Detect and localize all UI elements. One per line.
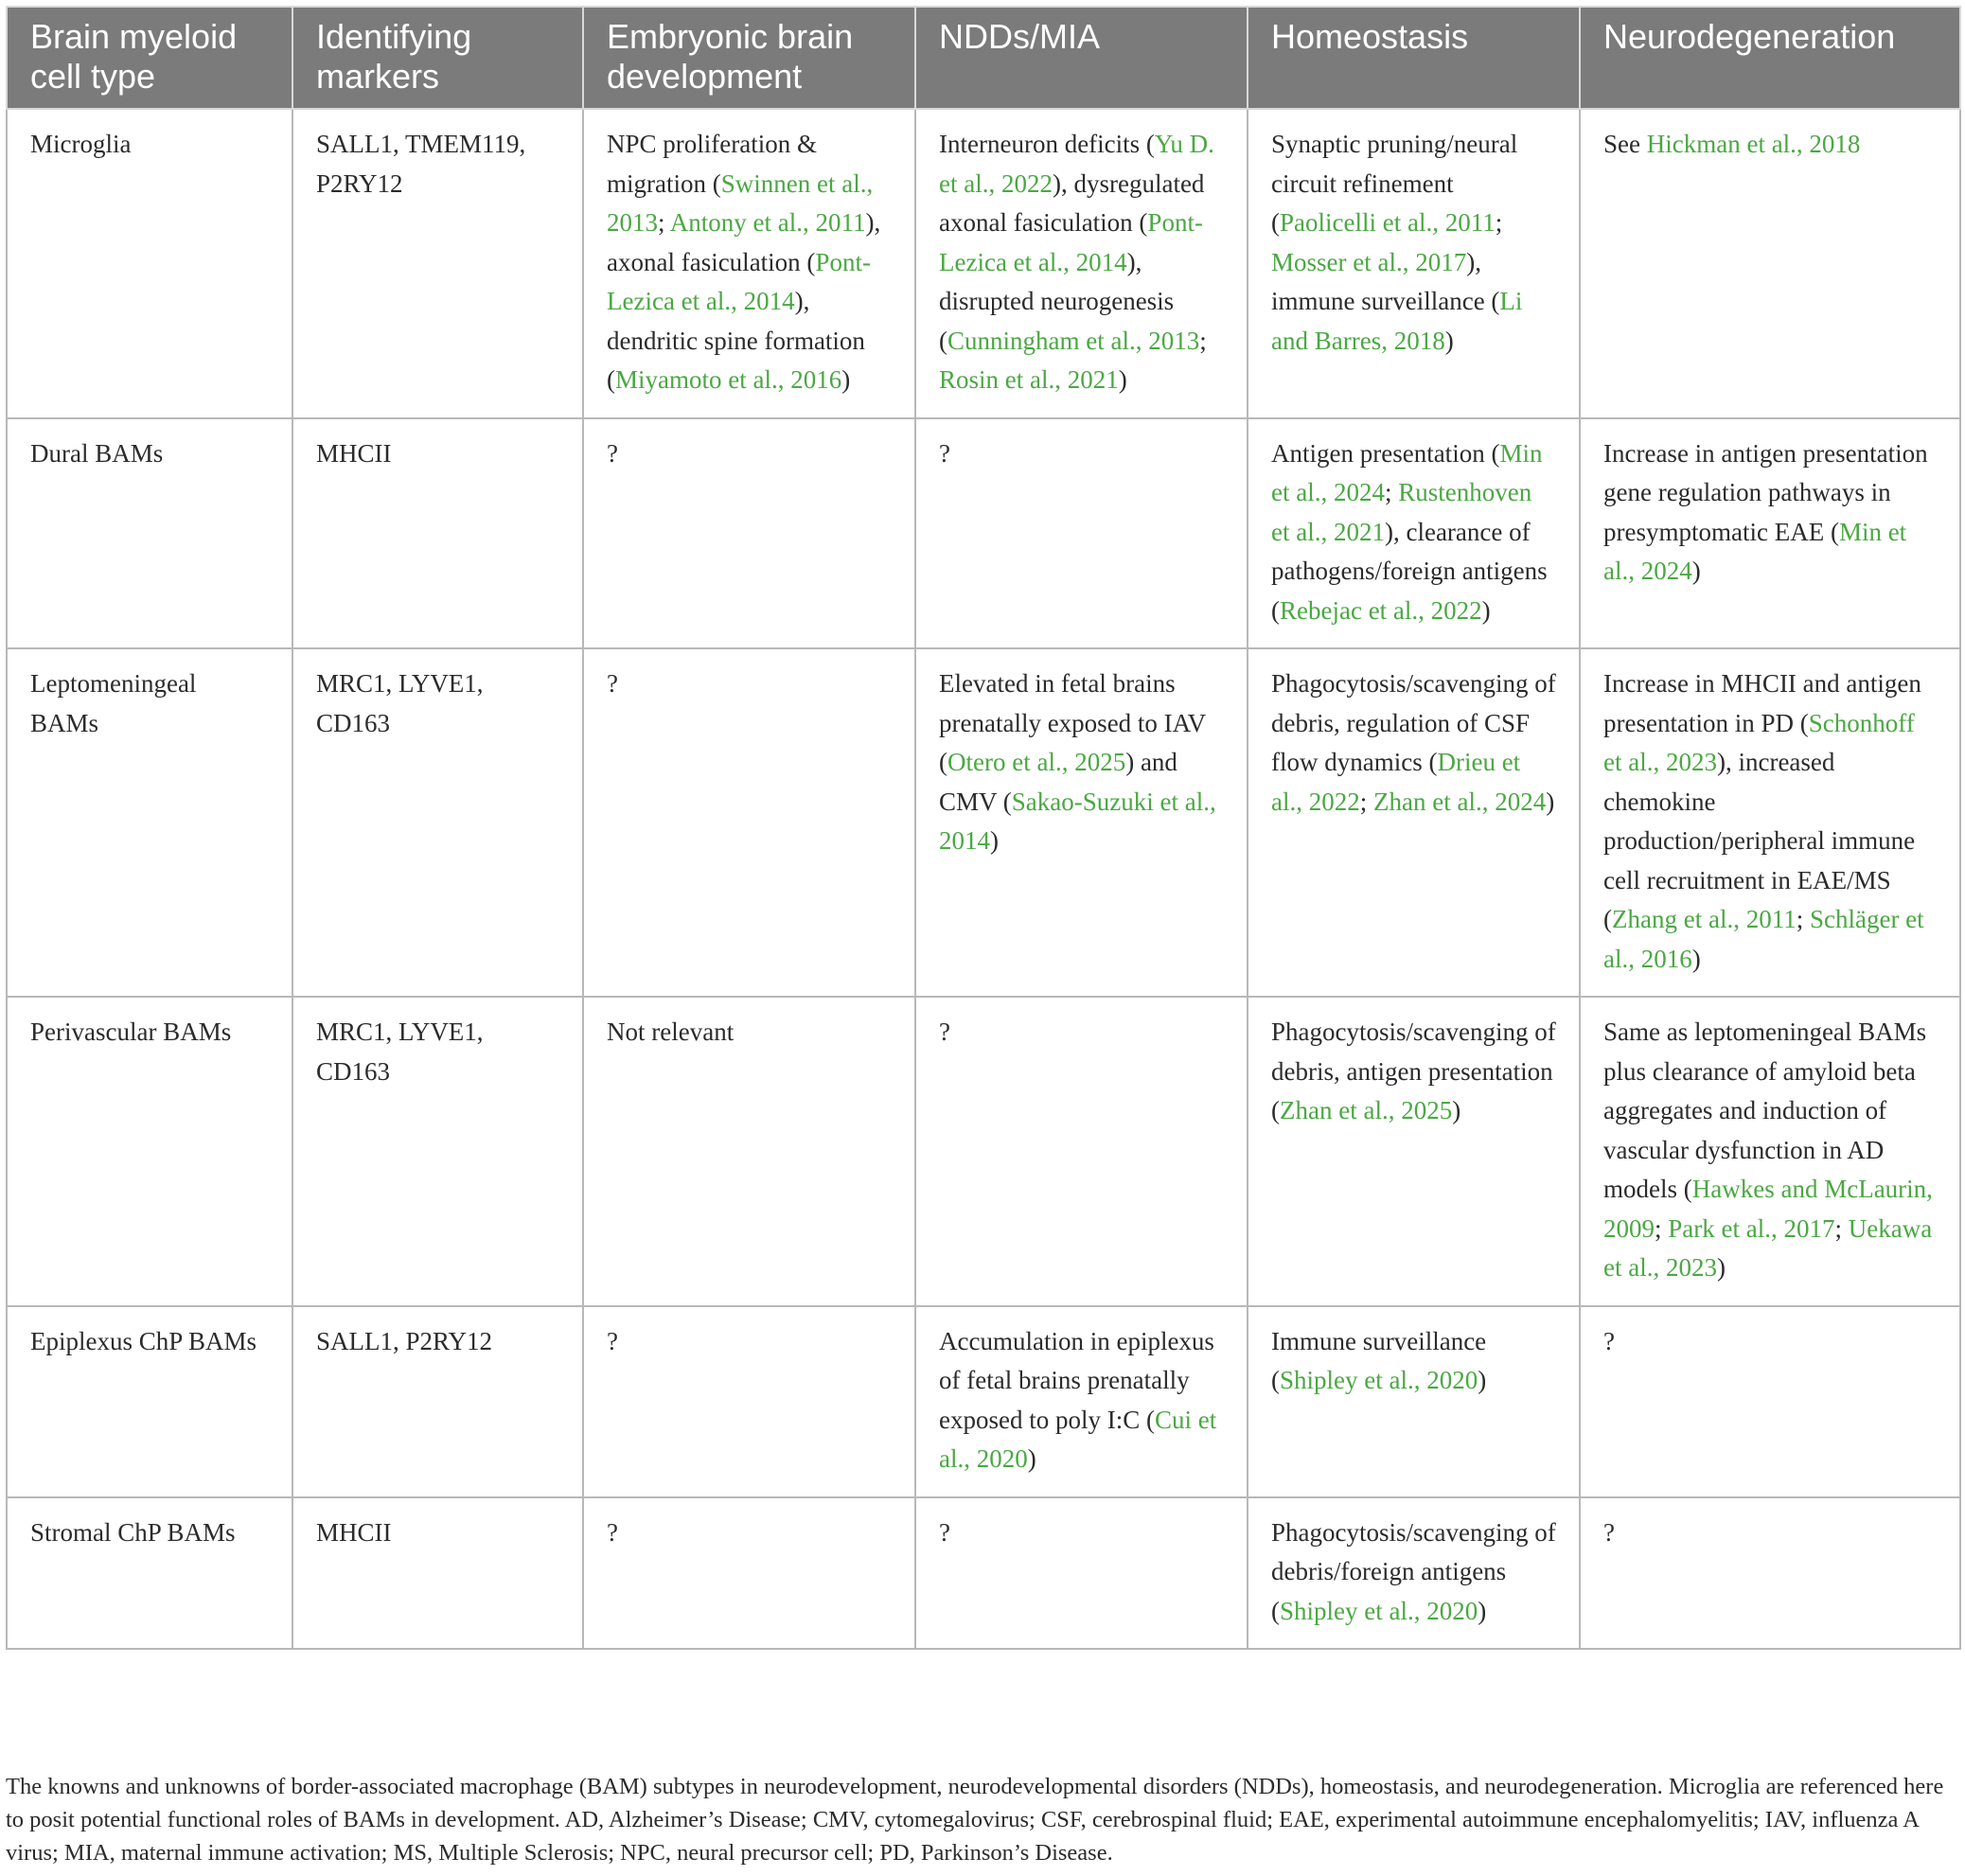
cell-text: MRC1, LYVE1, CD163: [316, 669, 484, 737]
cell-text: Phagocytosis/scavenging of debris, regulation of CSF flow dynamics (: [1271, 669, 1556, 776]
cell-text: ): [1716, 1253, 1726, 1282]
cell-embryonic: [583, 1497, 915, 1650]
cell-embryonic: [583, 418, 915, 649]
cell-text: Phagocytosis/scavenging of debris, antigen presentation (: [1271, 1018, 1556, 1124]
reference-link[interactable]: Uekawa et al., 2023: [1603, 1213, 1933, 1282]
cell-text: ): [1118, 365, 1127, 394]
cell-text: ;: [658, 208, 670, 237]
cell-text: Same as leptomeningeal BAMs plus clearance of amyloid beta aggregates and induction of vascular dysfunction in AD models (: [1603, 1018, 1927, 1203]
cell-text: ?: [939, 438, 950, 468]
reference-link[interactable]: Pont-Lezica et al., 2014: [607, 247, 871, 315]
reference-link[interactable]: Antony et al., 2011: [669, 208, 866, 237]
cell-text: MRC1, LYVE1, CD163: [316, 1018, 484, 1086]
cell-embryonic: [583, 648, 915, 997]
reference-link[interactable]: Mosser et al., 2017: [1271, 247, 1467, 276]
cell-text: ;: [1655, 1213, 1669, 1243]
cell-ndds-mia: [915, 109, 1248, 418]
cell-text: Stromal ChP BAMs: [30, 1517, 236, 1547]
cell-text: ), disrupted neurogenesis (: [939, 247, 1175, 355]
table-caption: The knowns and unknowns of border-associated macrophage (BAM) subtypes in neurodevelopment, neurodevelopmental disorders (NDDs), homeostasis, and neurodegeneration. Microglia are referenced here to posit potential functional roles of BAMs in development. AD, Alzheimer’s Disease; CMV, cytomegalovirus; CSF, cerebrospinal fluid; EAE, experimental autoimmune encephalomyelitis; IAV, influenza A virus; MIA, maternal immune activation; MS, Multiple Sclerosis; NPC, neural precursor cell; PD, Parkinson’s Disease.: [6, 1774, 1944, 1866]
reference-link[interactable]: Park et al., 2017: [1668, 1213, 1835, 1243]
header-cell-ndds-mia: NDDs/MIA: [915, 7, 1248, 109]
cell-text: ;: [1834, 1213, 1849, 1243]
header-cell-cell-type: Brain myeloid cell type: [7, 7, 292, 109]
cell-text: ;: [1495, 208, 1503, 237]
cell-text: ): [1027, 1444, 1036, 1473]
cell-text: ?: [1603, 1517, 1615, 1547]
reference-link[interactable]: Min et al., 2024: [1271, 438, 1543, 506]
reference-link[interactable]: Zhan et al., 2024: [1373, 787, 1547, 816]
cell-ndds-mia: [915, 1497, 1248, 1650]
table-row: [7, 648, 1960, 997]
cell-text: Synaptic pruning/neural circuit refinement (: [1271, 130, 1518, 237]
table-container: [6, 6, 1959, 1650]
cell-neurodegeneration: [1580, 418, 1960, 649]
reference-link[interactable]: Swinnen et al., 2013: [607, 168, 874, 237]
cell-text: ): [1691, 944, 1701, 973]
reference-link[interactable]: Yu D. et al., 2022: [939, 130, 1214, 198]
cell-text: ), increased chemokine production/peripheral immune cell recruitment in EAE/MS (: [1603, 748, 1916, 933]
cell-markers: [292, 997, 583, 1306]
cell-text: MHCII: [316, 438, 392, 468]
reference-link[interactable]: Paolicelli et al., 2011: [1280, 208, 1496, 237]
cell-markers: [292, 1306, 583, 1497]
reference-link[interactable]: Hawkes and McLaurin, 2009: [1603, 1175, 1933, 1243]
cell-text: ): [1444, 326, 1454, 355]
cell-neurodegeneration: [1580, 1306, 1960, 1497]
cell-text: Perivascular BAMs: [30, 1018, 232, 1046]
reference-link[interactable]: Sakao-Suzuki et al., 2014: [939, 787, 1216, 855]
reference-link[interactable]: Pont-Lezica et al., 2014: [939, 208, 1203, 276]
cell-text: NPC proliferation & migration (: [607, 130, 817, 198]
cell-text: ;: [1796, 905, 1810, 933]
cell-text: ): [1452, 1096, 1461, 1124]
cell-text: ): [1481, 595, 1491, 625]
reference-link[interactable]: Rebejac et al., 2022: [1280, 595, 1482, 625]
cell-text: ), clearance of pathogens/foreign antigens (: [1271, 517, 1548, 625]
cell-text: Microglia: [30, 130, 132, 158]
reference-link[interactable]: Cui et al., 2020: [939, 1405, 1217, 1473]
cell-text: ): [841, 365, 851, 394]
cell-ndds-mia: [915, 648, 1248, 997]
reference-link[interactable]: Shipley et al., 2020: [1280, 1596, 1478, 1625]
cell-text: ?: [607, 438, 618, 468]
cell-text: ): [1691, 557, 1701, 585]
reference-link[interactable]: Schonhoff et al., 2023: [1603, 708, 1915, 776]
cell-text: Antigen presentation (: [1271, 438, 1500, 468]
reference-link[interactable]: Zhang et al., 2011: [1612, 905, 1797, 933]
table-row: [7, 1306, 1960, 1497]
cell-text: SALL1, TMEM119, P2RY12: [316, 130, 526, 198]
cell-text: ;: [1359, 787, 1374, 816]
cell-homeostasis: [1248, 418, 1580, 649]
reference-link[interactable]: Cunningham et al., 2013: [947, 326, 1200, 355]
cell-markers: [292, 418, 583, 649]
reference-link[interactable]: Hickman et al., 2018: [1646, 130, 1861, 158]
cell-neurodegeneration: [1580, 648, 1960, 997]
table-row: [7, 109, 1960, 418]
cell-text: Not relevant: [607, 1018, 735, 1046]
cell-markers: [292, 1497, 583, 1650]
cell-text: Phagocytosis/scavenging of debris/foreign antigens (: [1271, 1517, 1556, 1625]
reference-link[interactable]: Min et al., 2024: [1603, 517, 1907, 585]
cell-text: ?: [939, 1517, 950, 1547]
cell-cell-type: [7, 648, 292, 997]
cell-markers: [292, 109, 583, 418]
cell-text: ?: [607, 669, 618, 698]
cell-text: ?: [607, 1517, 618, 1547]
table-row: [7, 997, 1960, 1306]
cell-text: ), dendritic spine formation (: [607, 287, 865, 394]
cell-text: Epiplexus ChP BAMs: [30, 1326, 257, 1355]
header-row: [7, 7, 1960, 109]
cell-cell-type: [7, 1497, 292, 1650]
cell-embryonic: [583, 997, 915, 1306]
cell-homeostasis: [1248, 1306, 1580, 1497]
reference-link[interactable]: Li and Barres, 2018: [1271, 287, 1523, 355]
header-cell-neurodegeneration: Neurodegeneration: [1580, 7, 1960, 109]
cell-text: ?: [607, 1326, 618, 1355]
cell-cell-type: [7, 109, 292, 418]
cell-text: Increase in antigen presentation gene regulation pathways in presymptomatic EAE (: [1603, 438, 1928, 546]
cell-text: Accumulation in epiplexus of fetal brains prenatally exposed to poly I:C (: [939, 1326, 1214, 1434]
cell-cell-type: [7, 1306, 292, 1497]
cell-homeostasis: [1248, 1497, 1580, 1650]
cell-homeostasis: [1248, 997, 1580, 1306]
cell-markers: [292, 648, 583, 997]
header-cell-markers: Identifying markers: [292, 7, 583, 109]
cell-ndds-mia: [915, 997, 1248, 1306]
cell-text: Dural BAMs: [30, 438, 164, 468]
cell-text: ), immune surveillance (: [1271, 247, 1500, 315]
cell-text: ) and CMV (: [939, 748, 1177, 816]
table-body: [7, 109, 1960, 1649]
cell-cell-type: [7, 418, 292, 649]
cell-text: ;: [1199, 326, 1207, 355]
bam-subtypes-table: [6, 6, 1961, 1650]
header-cell-homeostasis: Homeostasis: [1248, 7, 1580, 109]
cell-text: ), axonal fasiculation (: [607, 208, 881, 276]
cell-neurodegeneration: [1580, 997, 1960, 1306]
cell-text: ?: [939, 1018, 950, 1046]
reference-link[interactable]: Shipley et al., 2020: [1280, 1366, 1478, 1394]
cell-ndds-mia: [915, 1306, 1248, 1497]
reference-link[interactable]: Rosin et al., 2021: [939, 365, 1119, 394]
cell-text: ), dysregulated axonal fasiculation (: [939, 168, 1205, 237]
cell-text: MHCII: [316, 1517, 392, 1547]
cell-text: Increase in MHCII and antigen presentation in PD (: [1603, 669, 1921, 737]
cell-neurodegeneration: [1580, 1497, 1960, 1650]
header-cell-embryonic: Embryonic brain development: [583, 7, 915, 109]
cell-text: ?: [1603, 1326, 1615, 1355]
cell-embryonic: [583, 109, 915, 418]
cell-text: Elevated in fetal brains prenatally exposed to IAV (: [939, 669, 1206, 776]
cell-text: See: [1603, 130, 1647, 158]
cell-text: ): [990, 826, 999, 855]
reference-link[interactable]: Schläger et al., 2016: [1603, 905, 1924, 973]
reference-link[interactable]: Otero et al., 2025: [947, 748, 1126, 776]
cell-text: SALL1, P2RY12: [316, 1326, 493, 1355]
cell-neurodegeneration: [1580, 109, 1960, 418]
cell-embryonic: [583, 1306, 915, 1497]
cell-text: Leptomeningeal BAMs: [30, 669, 197, 737]
cell-text: ): [1478, 1366, 1487, 1394]
reference-link[interactable]: Zhan et al., 2025: [1280, 1096, 1453, 1124]
reference-link[interactable]: Rustenhoven et al., 2021: [1271, 478, 1532, 546]
cell-text: ): [1546, 787, 1555, 816]
cell-ndds-mia: [915, 418, 1248, 649]
cell-homeostasis: [1248, 109, 1580, 418]
reference-link[interactable]: Drieu et al., 2022: [1271, 748, 1521, 816]
table-row: [7, 1497, 1960, 1650]
table-row: [7, 418, 1960, 649]
cell-text: ;: [1384, 478, 1399, 506]
reference-link[interactable]: Miyamoto et al., 2016: [615, 365, 842, 394]
cell-text: ): [1478, 1596, 1487, 1625]
cell-cell-type: [7, 997, 292, 1306]
cell-homeostasis: [1248, 648, 1580, 997]
cell-text: Immune surveillance (: [1271, 1326, 1487, 1394]
cell-text: Interneuron deficits (: [939, 130, 1155, 158]
